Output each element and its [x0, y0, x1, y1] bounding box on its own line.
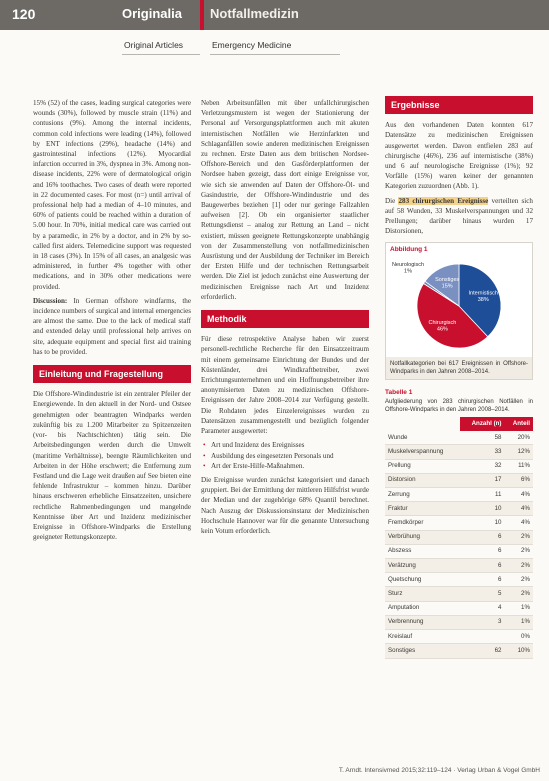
table-cell: Verätzung — [385, 559, 460, 573]
table-row — [385, 615, 533, 629]
table-cell: 1% — [504, 601, 533, 615]
table-cell: 2% — [504, 587, 533, 601]
table-cell: 6 — [460, 573, 504, 587]
subhead-rule-left — [122, 54, 200, 55]
rubric-label: Notfallmedizin — [210, 6, 299, 21]
results-text-lead: Die — [385, 196, 396, 205]
table-cell: 12% — [504, 445, 533, 459]
section-heading-results: Ergebnisse — [385, 96, 533, 114]
pie-label-chirurgisch: Chirurgisch 46% — [428, 319, 457, 333]
header-accent — [200, 0, 204, 30]
header-bar — [0, 0, 549, 30]
table-cell: Abszess — [385, 544, 460, 558]
results-text-2 — [385, 196, 533, 237]
table-cell: Verbrennung — [385, 615, 460, 629]
methods-text: Für diese retrospektive Analyse haben wir zuerst personell-rechtliche Recherche für den Einsatzzeitraum mit einem gemeinsame Einrichtung der Bundes und der Küstenländer, drei Windkraftbetreiber, zwei Errichtungsunternehmen und ein Hoffnungsbetreiber ihre anonymisierten Daten zu medizinischen Offshore-Ereignissen der Jahre 2008–2014 zur Verfügung gestellt. Die Rohdaten jedes Einzelereignisses wurden zu Datensätzen zusammengestellt und bezüglich folgender Parameter ausgewertet: — [201, 335, 369, 436]
list-item: • Art und Inzidenz des Ereignisses — [201, 440, 369, 450]
list-item: • Ausbildung des eingesetzten Personals und — [201, 451, 369, 461]
column-2 — [201, 98, 369, 540]
section-heading-introduction: Einleitung und Fragestellung — [33, 365, 191, 383]
introduction-text: Die Offshore-Windindustrie ist ein zentraler Pfeiler der Energiewende. In den aktuell in der Nord- und Ostsee genehmigten oder beantragten Windparks werden zukünftig bis zu 1.200 Mitarbeiter zu Spitzenzeiten (vor- bis Nachtschichten) tätig sein. Die Arbeitsbedingungen werden durch die Umwelt (maritime Verhältnisse), beengte Räumlichkeiten und Arbeiten in der Höhe erschwert; die Entfernung zum Festland und die Lage weit draußen auf See bieten eine fehlende Infrastruktur – kommen hinzu. Darüber hinaus erschweren erhebliche Einsatzzeiten, unsichere rechtliche Rahmenbedingungen und mangelnde Kenntnisse über Art und Inzidenz medizinischer Ereignisse in Offshore-Windparks die Erstellung geeigneter Rettungskonzepte. — [33, 390, 191, 542]
table-cell: Distorsion — [385, 473, 460, 487]
figure-1 — [385, 242, 533, 379]
table-cell: Kreislauf — [385, 630, 460, 644]
table-cell: 4% — [504, 502, 533, 516]
table-cell: 62 — [460, 644, 504, 658]
table-row — [385, 516, 533, 530]
table-row — [385, 445, 533, 459]
methods-text-2: Die Ereignisse wurden zunächst kategorisiert und danach gruppiert. Bei der Ermittlung der mittleren Hilfsfrist wurde der Median und der zugehörige 68% Quantil berechnet. Nach Auszug der Diskussionsinstanz der Medizinischen Hochschule Hannover war für die genannte Untersuchung kein Votum erforderlich. — [201, 475, 369, 535]
table-row — [385, 544, 533, 558]
table-cell: 17 — [460, 473, 504, 487]
table-row — [385, 473, 533, 487]
methods-list — [201, 440, 369, 471]
footer-citation: T. Arndt. Intensivmed 2015;32:119–124 · Verlag Urban & Vogel GmbH — [338, 767, 540, 774]
table-row — [385, 530, 533, 544]
table-cell: 5 — [460, 587, 504, 601]
results-highlight: 283 chirurgischen Ereignisse — [398, 196, 489, 205]
discussion-label: Discussion: — [33, 296, 68, 305]
subhead-left: Original Articles — [124, 40, 184, 50]
table-cell: 4% — [504, 488, 533, 502]
table-body — [385, 431, 533, 658]
results-text: Aus den vorhandenen Daten konnten 617 Datensätze zu medizinischen Ereignissen ausgewertet werden. Davon entfielen 283 auf chirurgische (46%), 236 auf internistische (38%) und 6 auf neurologische Ereignisse (1%); 92 Vorfälle (15%) waren keiner der genannten Kategorien zuzuordnen (Abb. 1). — [385, 121, 533, 191]
figure-label: Abbildung 1 — [390, 246, 428, 254]
table-title: Tabelle 1 — [385, 388, 413, 396]
table-cell: 6 — [460, 544, 504, 558]
table-row — [385, 488, 533, 502]
table-cell: Amputation — [385, 601, 460, 615]
table-cell: 10% — [504, 644, 533, 658]
table-cell: 58 — [460, 431, 504, 445]
abstract-results: 15% (52) of the cases, leading surgical categories were wounds (30%), followed by muscle strain (11%) and contusions (9%). Among the internal incidents, common cold infections were leading (14%), followed by ENT infections (29%), headache (14%) and gastrointestinal infections (12%). Myocardial infarction occurred in 3%, dyspnea in 3%. Among non-disease incidents, 22% were of dermatological origin and 16% toothaches. Two cases of death were reported in 22 documented cases. For most (n=) until arrival of professional help had a median of 4–10 minutes, and 60% of patients could be reached within a duration of 5.00 hour. In 70%, initial medical care was carried out by a paramedic, in 2% by a doctor, and in 2% by so-called first aiders. Telemedicine support was requested in 18 cases (3%). In 15% of all cases, an analgesic was administered, in further 4% together with other medications, and in 30% other medications were provided. — [33, 99, 191, 291]
table-cell: 4 — [460, 601, 504, 615]
table-header: Anteil — [504, 417, 533, 431]
table-cell: 10 — [460, 516, 504, 530]
pie-label-internistisch: Internistisch 38% — [468, 290, 498, 303]
table-header-row — [385, 417, 533, 431]
table-cell: 10 — [460, 502, 504, 516]
table-cell: 32 — [460, 459, 504, 473]
table-cell: 1% — [504, 615, 533, 629]
pie-chart — [386, 258, 532, 354]
table-cell: Sonstiges — [385, 644, 460, 658]
page-number: 120 — [12, 6, 36, 22]
table-caption: Aufgliederung von 283 chirurgischen Notfällen in Offshore-Windparks in den Jahren 2008–2014. — [385, 399, 533, 414]
discussion-text: In German offshore windfarms, the incidence numbers of surgical and internal emergencies are almost the same. Due to the lack of medical staff and extended delay until professional help arrives on site, adequate equipment and special first aid training has to be provided. — [33, 296, 191, 356]
table-cell: 0% — [504, 630, 533, 644]
table-row — [385, 587, 533, 601]
table-cell: 4% — [504, 516, 533, 530]
introduction-continued: Neben Arbeitsunfällen mit über unfallchirurgischen Verletzungsmustern ist wegen der Stationierung der Personal auf Versorgungsplattformen auch mit akuten internistischen Notfällen wie Herzinfarkten und Schlaganfällen sowie anderen medizinischen Ereignissen zu rechnen. Erste Daten aus dem britischen Nordsee-Offshore-Bereich und den Gasförderplattformen der Nordsee haben gezeigt, dass dort einige Ereignisse vor, wie sich sie anwenden auf Daten der Offshore-Öl- und Gasindustrie, der Offshore-Windindustrie und des Baugewerbes beziehen [1] oder nur geringe Fallzahlen aufweisen [2]. Ob ein organisierter staatlicher Rettungsdienst – analog zur Rettung an Land – nicht existiert, müssen geeignete Rettungskonzepte unabhängig von der Zusammenstellung von notfallmedizinischen Ausrüstung und der Ausbildung der Techniker im Bereich der Ersten Hilfe und der technischen Rettungsarbeit werden. Die Ziel ist jedoch zunächst eine Auswertung der medizinischen Ereignisse nach Art und Inzidenz erforderlich. — [201, 99, 369, 301]
table-row — [385, 431, 533, 445]
table-cell: 11% — [504, 459, 533, 473]
table-row — [385, 630, 533, 644]
column-3 — [385, 96, 533, 659]
table-cell: Verbrühung — [385, 530, 460, 544]
table-cell: 3 — [460, 615, 504, 629]
abstract-discussion — [33, 296, 191, 357]
table-row — [385, 502, 533, 516]
table-header — [385, 417, 460, 431]
subhead-right: Emergency Medicine — [212, 40, 292, 50]
table-cell: 2% — [504, 530, 533, 544]
table-row — [385, 644, 533, 658]
pie-label-neurologisch: Neurologisch 1% — [391, 261, 425, 275]
results-text-tail: verteilten sich auf 58 Wunden, 33 Muskelverspannungen und 32 Prellungen; darüber hinaus wurden 17 Distorsionen, — [385, 196, 533, 236]
table-cell: Fremdkörper — [385, 516, 460, 530]
pie-label-sonstiges: Sonstiges 15% — [435, 276, 460, 289]
table-cell: 33 — [460, 445, 504, 459]
table-cell: Zerrung — [385, 488, 460, 502]
table-cell: 2% — [504, 573, 533, 587]
table-cell: Muskelverspannung — [385, 445, 460, 459]
table-cell: 6 — [460, 530, 504, 544]
table-cell: Sturz — [385, 587, 460, 601]
surgical-events-table — [385, 417, 533, 658]
table-row — [385, 559, 533, 573]
table-cell: 6 — [460, 559, 504, 573]
section-label: Originalia — [122, 6, 182, 21]
figure-caption: Notfallkategorien bei 617 Ereignissen in Offshore-Windparks in den Jahren 2008–2014. — [386, 357, 532, 379]
table-row — [385, 573, 533, 587]
table-cell — [460, 630, 504, 644]
table-cell: 20% — [504, 431, 533, 445]
column-1 — [33, 98, 191, 546]
table-cell: 11 — [460, 488, 504, 502]
table-cell: Wunde — [385, 431, 460, 445]
table-cell: 2% — [504, 544, 533, 558]
table-cell: Prellung — [385, 459, 460, 473]
table-cell: 2% — [504, 559, 533, 573]
table-row — [385, 601, 533, 615]
table-row — [385, 459, 533, 473]
table-cell: Fraktur — [385, 502, 460, 516]
table-cell: Quetschung — [385, 573, 460, 587]
table-header: Anzahl (n) — [460, 417, 504, 431]
table-cell: 6% — [504, 473, 533, 487]
subhead-rule-right — [210, 54, 340, 55]
section-heading-methods: Methodik — [201, 310, 369, 328]
list-item: • Art der Erste-Hilfe-Maßnahmen. — [201, 461, 369, 471]
